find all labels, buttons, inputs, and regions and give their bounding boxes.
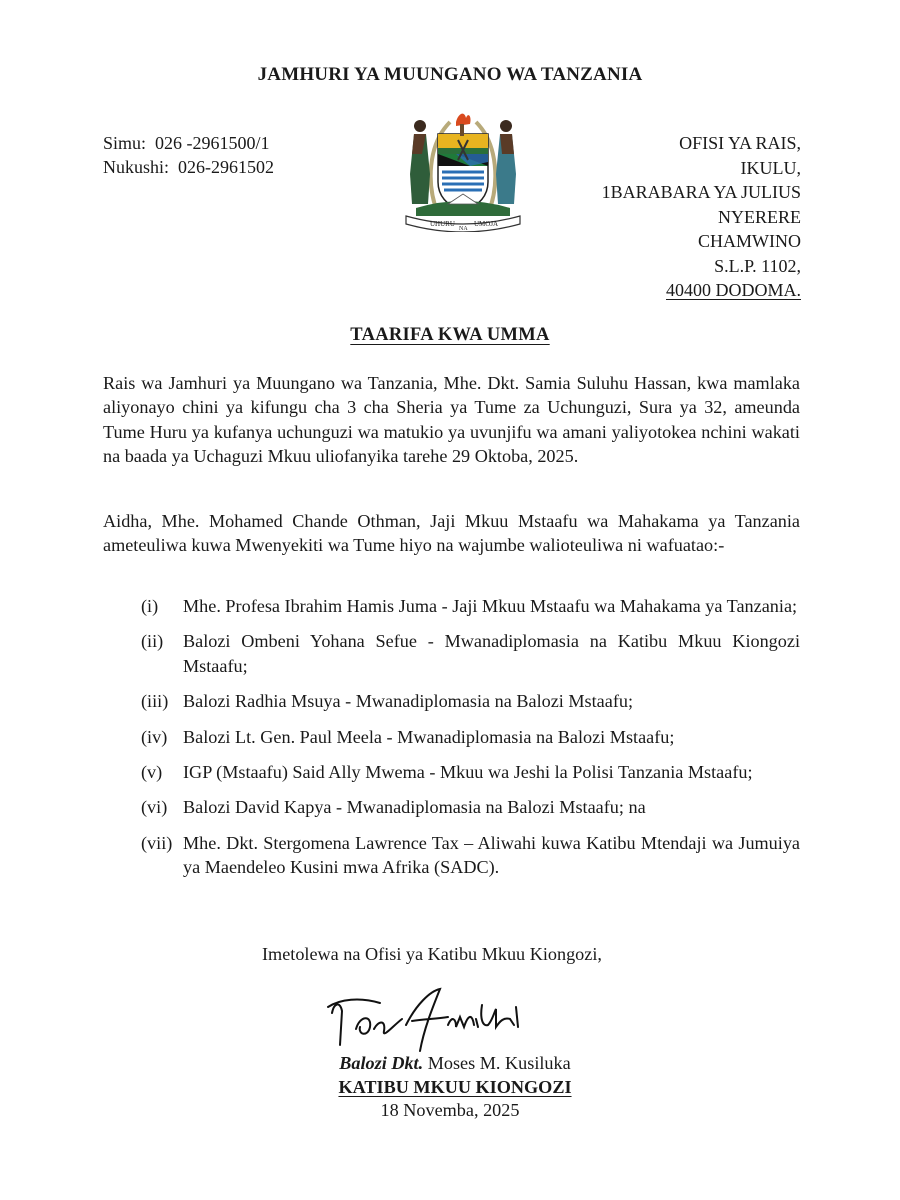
address-block xyxy=(602,131,801,303)
fax-line xyxy=(103,155,274,179)
signer-prefix: Balozi Dkt. xyxy=(339,1053,424,1073)
signer-name: Moses M. Kusiluka xyxy=(427,1053,571,1073)
list-item-number: (vi) xyxy=(141,797,168,818)
document-title: JAMHURI YA MUUNGANO WA TANZANIA xyxy=(257,64,643,85)
member-list xyxy=(103,594,800,891)
signature-icon xyxy=(320,985,560,1057)
coat-of-arms-icon xyxy=(398,104,528,232)
paragraph-1: Rais wa Jamhuri ya Muungano wa Tanzania, Mhe. Dkt. Samia Suluhu Hassan, kwa mamlaka aliyonayo chini ya kifungu cha 3 cha Sheria ya Tume za Uchunguzi, Sura ya 32, ameunda Tume Huru ya kufanya uchunguzi wa matukio ya uvunjifu wa amani yaliyotokea nchini wakati na baada ya Uchaguzi Mkuu uliofanyika tarehe 29 Oktoba, 2025. xyxy=(103,373,800,467)
fax-label: Nukushi: xyxy=(103,157,170,177)
phone-line xyxy=(103,131,274,155)
list-item-number: (v) xyxy=(141,762,163,783)
svg-text:UHURU: UHURU xyxy=(430,220,455,228)
list-item xyxy=(103,689,800,713)
phone-label: Simu: xyxy=(103,133,147,153)
list-item xyxy=(103,629,800,678)
list-item xyxy=(103,831,800,880)
signer-line xyxy=(0,1053,900,1074)
document-date: 18 Novemba, 2025 xyxy=(380,1100,520,1120)
address-line: 1BARABARA YA JULIUS xyxy=(601,182,801,202)
list-item xyxy=(103,725,800,749)
list-item-text: Balozi David Kapya - Mwanadiplomasia na Balozi Mstaafu; na xyxy=(183,797,646,818)
list-item-text: Balozi Lt. Gen. Paul Meela - Mwanadiplomasia na Balozi Mstaafu; xyxy=(183,726,675,747)
address-line: NYERERE xyxy=(718,206,801,227)
svg-text:UMOJA: UMOJA xyxy=(474,220,499,228)
contact-block xyxy=(103,131,274,179)
list-item-number: (i) xyxy=(141,596,159,616)
signer-title: KATIBU MKUU KIONGOZI xyxy=(338,1077,572,1097)
fax-number: 026-2961502 xyxy=(178,157,275,177)
list-item-number: (iv) xyxy=(141,726,168,747)
list-item-text: Balozi Ombeni Yohana Sefue - Mwanadiplomasia na Katibu Mkuu Kiongozi Mstaafu; xyxy=(183,631,800,676)
paragraph-2: Aidha, Mhe. Mohamed Chande Othman, Jaji Mkuu Mstaafu wa Mahakama ya Tanzania ameteuliwa kuwa Mwenyekiti wa Tume hiyo na wajumbe walioteuliwa ni wafuatao:- xyxy=(103,511,800,556)
notice-heading: TAARIFA KWA UMMA xyxy=(350,325,550,345)
list-item-text: Mhe. Dkt. Stergomena Lawrence Tax – Aliwahi kuwa Katibu Mtendaji wa Jumuiya ya Maendeleo Kusini mwa Afrika (SADC). xyxy=(183,832,800,878)
list-item-text: Balozi Radhia Msuya - Mwanadiplomasia na Balozi Mstaafu; xyxy=(183,691,634,712)
address-line: S.L.P. 1102, xyxy=(714,255,801,276)
list-item xyxy=(103,594,800,618)
issued-by: Imetolewa na Ofisi ya Katibu Mkuu Kiongozi, xyxy=(262,944,602,964)
list-item xyxy=(103,795,800,819)
svg-text:NA: NA xyxy=(459,226,468,232)
address-line: IKULU, xyxy=(740,157,801,178)
phone-number: 026 -2961500/1 xyxy=(155,133,270,153)
list-item-number: (vii) xyxy=(141,832,173,853)
list-item xyxy=(103,760,800,784)
list-item-text: IGP (Mstaafu) Said Ally Mwema - Mkuu wa Jeshi la Polisi Tanzania Mstaafu; xyxy=(183,762,753,783)
list-item-text: Mhe. Profesa Ibrahim Hamis Juma - Jaji Mkuu Mstaafu wa Mahakama ya Tanzania; xyxy=(183,596,798,616)
address-line: OFISI YA RAIS, xyxy=(679,133,801,153)
list-item-number: (iii) xyxy=(141,691,169,712)
address-line: CHAMWINO xyxy=(698,231,801,251)
address-line-postal: 40400 DODOMA. xyxy=(666,280,801,300)
list-item-number: (ii) xyxy=(141,631,164,652)
